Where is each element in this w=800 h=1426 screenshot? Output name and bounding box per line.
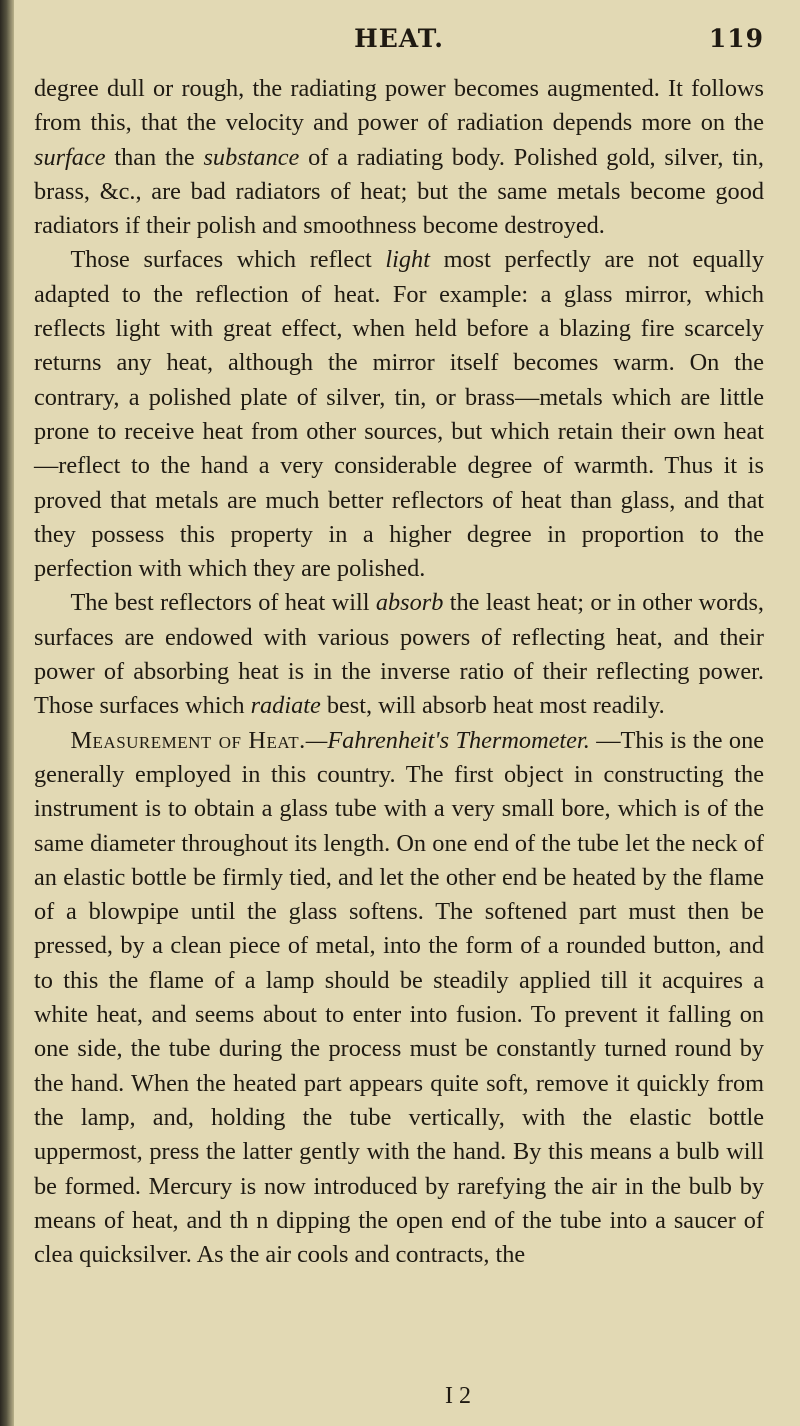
- p1-emphasis-surface: surface: [34, 143, 106, 171]
- paragraph-1: [34, 72, 764, 243]
- running-title: HEAT.: [354, 24, 444, 53]
- p3-emphasis-absorb: absorb: [375, 589, 444, 617]
- p2-text-a: Those surfaces which reflect: [70, 246, 386, 274]
- book-spine-shadow: [0, 0, 14, 1426]
- p2-emphasis-light: light: [385, 246, 430, 274]
- p3-emphasis-radiate: radiate: [250, 692, 321, 720]
- p1-text-c: of a radiating body. Polished gold, silver, tin, brass, &c., are bad radiators of heat; but the same metals become good radiators if their polish and smoothness become destroyed.: [34, 143, 764, 240]
- running-header: [34, 20, 764, 64]
- p1-emphasis-substance: substance: [203, 143, 300, 171]
- p3-text-a: The best reflectors of heat will: [70, 589, 376, 617]
- page-number: 119: [708, 24, 764, 53]
- p2-text-b: most perfectly are not equally adapted to the reflection of heat. For example: a glass mirror, which reflects light with great effect, when held before a blazing fire scarcely returns any heat, although the mirror itself becomes warm. On the contrary, a polished plate of silver, tin, or brass—metals which are little prone to receive heat from other sources, but which retain their own heat—reflect to the hand a very considerable degree of warmth. Thus it is proved that metals are much better reflectors of heat than glass, and that they possess this property in a higher degree in proportion to the perfection with which they are polished.: [34, 246, 764, 583]
- signature-mark: I 2: [445, 1383, 471, 1409]
- paragraph-4: [34, 724, 764, 1273]
- p4-text: —This is the one generally employed in this country. The first object in constructing the instrument is to obtain a glass tube with a very small bore, which is of the same diameter throughout its length. On one end of the tube let the neck of an elastic bottle be firmly tied, and let the other end be heated by the flame of a blowpipe until the glass softens. The softened part must then be pressed, by a clean piece of metal, into the form of a rounded button, and to this the flame of a lamp should be steadily applied till it acquires a white heat, and seems about to enter into fusion. To prevent it falling on one side, the tube during the process must be constantly turned round by the hand. When the heated part appears quite soft, remove it quickly from the lamp, and, holding the tube vertically, with the elastic bottle uppermost, press the latter gently with the hand. By this means a bulb will be formed. Mercury is now introduced by rarefying the air in the bulb by means of heat, and th n dipping the open end of the tube into a saucer of clea quicksilver. As the air cools and contracts, the: [34, 726, 765, 1269]
- paragraph-2: [34, 243, 764, 586]
- p3-text-c: best, will absorb heat most readily.: [320, 692, 665, 720]
- book-page: [34, 20, 764, 1272]
- p1-text-a: degree dull or rough, the radiating power becomes augmented. It follows from this, that the velocity and power of radiation depends more on the: [34, 75, 764, 137]
- body-text: [34, 72, 764, 1272]
- section-heading: Measurement of Heat.: [70, 726, 306, 754]
- p1-text-b: than the: [105, 143, 204, 171]
- p3-text-b: the least heat; or in other words, surfaces are endowed with various powers of reflecting heat, and their power of absorbing heat is in the inverse ratio of their reflecting power. Those surfaces which: [34, 589, 764, 720]
- paragraph-3: [34, 586, 764, 723]
- section-subheading: —Fahrenheit's Thermometer.: [305, 726, 590, 754]
